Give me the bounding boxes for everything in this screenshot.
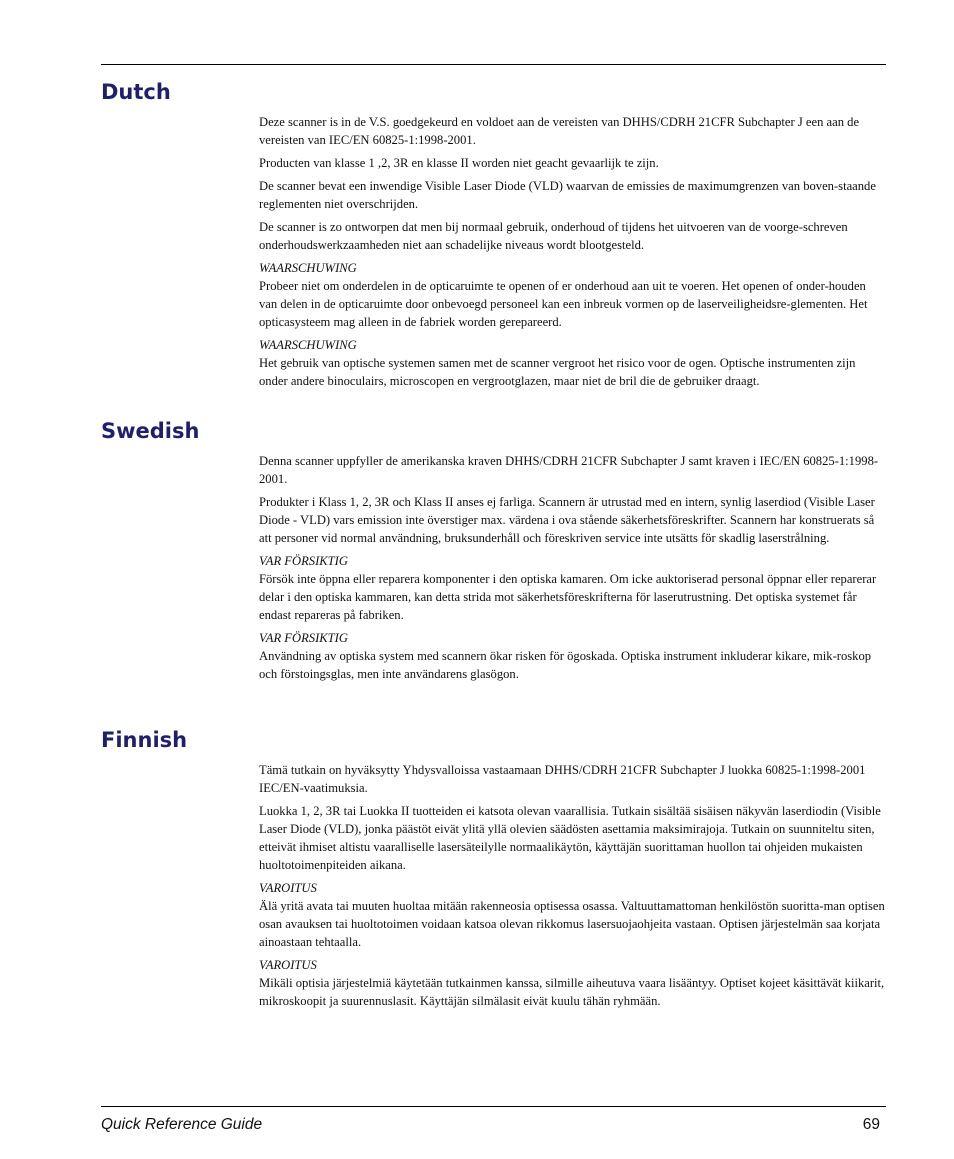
- warning-text: Het gebruik van optische systemen samen met de scanner vergroot het risico voor de ogen. Optische instrumenten zijn onder andere binoculairs, microscopen en vergrootglazen, maar niet de bril die de gebruiker draagt.: [259, 356, 856, 388]
- paragraph: De scanner is zo ontworpen dat men bij normaal gebruik, onderhoud of tijdens het uitvoeren van de voorge-schreven onderhoudswerkzaamheden niet aan schadelijke niveaus wordt blootgesteld.: [259, 220, 848, 252]
- warning-label: VAR FÖRSIKTIG: [259, 554, 348, 568]
- section-body-swedish: [259, 452, 886, 688]
- section-heading-dutch: Dutch: [101, 80, 171, 104]
- warning-label: WAARSCHUWING: [259, 261, 357, 275]
- warning-label: VAR FÖRSIKTIG: [259, 631, 348, 645]
- warning-text: Försök inte öppna eller reparera komponenter i den optiska kamaren. Om icke auktoriserad personal öppnar eller reparerar delar i den optiska kammaren, kan detta strida mot säkerhetsföreskrifterna för laserutrustning. Det optiska systemet får endast repareras på fabriken.: [259, 572, 877, 622]
- page-number: 69: [862, 1116, 880, 1133]
- warning-text: Probeer niet om onderdelen in de opticaruimte te openen of er onderhoud aan uit te voeren. Het openen of onder-houden van delen in de opticaruimte door onbevoegd personeel kan een inbreuk vormen op de laserveiligheidsre-glementen. Het opticasysteem mag alleen in de fabriek worden gerepareerd.: [259, 279, 868, 329]
- warning-label: WAARSCHUWING: [259, 338, 357, 352]
- warning-text: Användning av optiska system med scannern ökar risken för ögoskada. Optiska instrument inkluderar kikare, mik-roskop och förstoingsglas, men inte användarens glasögon.: [259, 649, 872, 681]
- warning-label: VAROITUS: [259, 958, 317, 972]
- section-body-dutch: [259, 113, 886, 395]
- paragraph: Tämä tutkain on hyväksytty Yhdysvalloissa vastaamaan DHHS/CDRH 21CFR Subchapter J luokka 60825-1:1998-2001 IEC/EN-vaatimuksia.: [259, 763, 866, 795]
- section-heading-swedish: Swedish: [101, 419, 200, 443]
- warning-label: VAROITUS: [259, 881, 317, 895]
- top-rule: [101, 64, 886, 65]
- footer-title: Quick Reference Guide: [101, 1116, 263, 1133]
- paragraph: Deze scanner is in de V.S. goedgekeurd en voldoet aan de vereisten van DHHS/CDRH 21CFR Subchapter J een aan de vereisten van IEC/EN 60825-1:1998-2001.: [259, 115, 860, 147]
- paragraph: Producten van klasse 1 ,2, 3R en klasse II worden niet geacht gevaarlijk te zijn.: [259, 156, 659, 170]
- warning-text: Älä yritä avata tai muuten huoltaa mitään rakenneosia optisessa osassa. Valtuuttamattoman henkilöstön suoritta-man optisen osan avauksen tai huoltotoimen voidaan katsoa olevan rikkomus lasersuojaohjeita vastaan. Optisen järjestelmän saa korjata ainoastaan tehtaalla.: [259, 899, 885, 949]
- section-body-finnish: [259, 761, 886, 1015]
- warning-text: Mikäli optisia järjestelmiä käytetään tutkainmen kanssa, silmille aiheutuva vaara lisääntyy. Optiset kojeet käsittävät kiikarit, mikroskoopit ja suurennuslasit. Käyttäjän silmälasit eivät kuulu tähän ryhmään.: [259, 976, 885, 1008]
- paragraph: De scanner bevat een inwendige Visible Laser Diode (VLD) waarvan de emissies de maximumgrenzen van boven-staande reglementen niet overschrijden.: [259, 179, 876, 211]
- paragraph: Luokka 1, 2, 3R tai Luokka II tuotteiden ei katsota olevan vaarallisia. Tutkain sisältää sisäisen näkyvän laserdiodin (Visible Laser Diode (VLD), jonka päästöt eivät ylitä yllä olevien säädösten asettamia maksimirajoja. Tutkain on suunniteltu siten, etteivät ihmiset altistu vaaralliselle lasersäteilylle normaalikäytön, käyttäjän suorittaman huollon tai ohjeiden mukaisten huoltotoimenpiteiden aikana.: [259, 804, 881, 872]
- section-heading-finnish: Finnish: [101, 728, 188, 752]
- paragraph: Produkter i Klass 1, 2, 3R och Klass II anses ej farliga. Scannern är utrustad med en intern, synlig laserdiod (Visible Laser Diode - VLD) vars emission inte överstiger max. värdena i ova stående säkerhetsföreskrifter. Scannern har konstruerats så att personer vid normal användning, bruksunderhåll och föreskriven service inte utsätts för skadlig laserstrålning.: [259, 495, 875, 545]
- bottom-rule: [101, 1106, 886, 1107]
- paragraph: Denna scanner uppfyller de amerikanska kraven DHHS/CDRH 21CFR Subchapter J samt kraven i IEC/EN 60825-1:1998-2001.: [259, 454, 879, 486]
